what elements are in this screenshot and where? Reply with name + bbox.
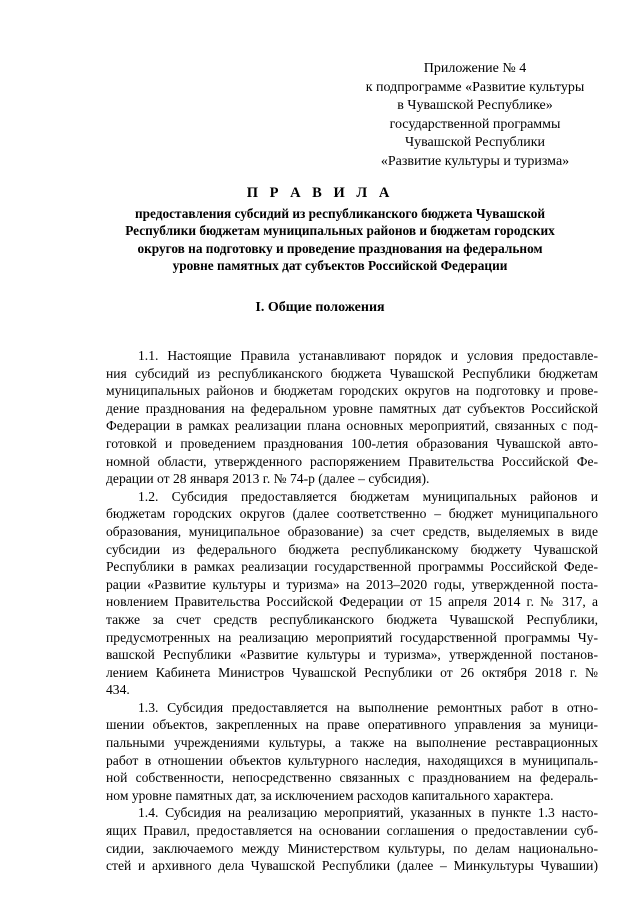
body-line: лением Кабинета Министров Чувашской Республики от 26 октября 2018 г. № bbox=[106, 664, 598, 680]
body-line: 1.1. Настоящие Правила устанавливают порядок и условия предоставле- bbox=[138, 348, 598, 363]
body-line: ящих Правил, предоставляется на основании соглашения о предоставлении суб- bbox=[106, 823, 598, 839]
body-line: шении объектов, закрепленных на праве оперативного управления за муници- bbox=[106, 717, 598, 733]
body-line: пальными учреждениями культуры, а также на выполнение реставрационных bbox=[106, 735, 598, 751]
appendix-line: к подпрограмме «Развитие культуры bbox=[365, 79, 585, 95]
subtitle-line: предоставления субсидий из республиканского бюджета Чувашской bbox=[134, 206, 546, 221]
appendix-line: в Чувашской Республике» bbox=[397, 98, 553, 114]
document-title: П Р А В И Л А bbox=[246, 185, 394, 201]
subtitle-line: уровне памятных дат субъектов Российской Федерации bbox=[172, 257, 508, 273]
appendix-note bbox=[330, 60, 620, 172]
appendix-line: Приложение № 4 bbox=[423, 61, 527, 76]
body-line: 1.3. Субсидия предоставляется на выполнение ремонтных работ в отно- bbox=[138, 699, 598, 715]
appendix-line: государственной программы bbox=[389, 116, 561, 132]
body-line: сидии, заключаемого между Министерством культуры, по делам национально- bbox=[106, 840, 598, 856]
document-subtitle bbox=[110, 205, 570, 274]
body-line: также за счет средств республиканского бюджета Чувашской Республики, bbox=[106, 611, 598, 627]
body-line: образования, муниципальное образование) за счет средств, выделяемых в виде bbox=[106, 523, 598, 539]
body-line: работ в отношении объектов культурного наследия, находящихся в муниципаль- bbox=[106, 752, 598, 768]
body-line: предусмотренных на реализацию мероприятий государственной программы Чу- bbox=[106, 629, 598, 645]
body-line: Федерации в рамках реализации плана основных мероприятий, связанных с под- bbox=[106, 418, 598, 434]
appendix-line: Чувашской Республики bbox=[404, 135, 546, 151]
body-line: рации «Развитие культуры и туризма» на 2013–2020 годы, утвержденной поста- bbox=[106, 576, 598, 592]
body-line: вашской Республики «Развитие культуры и туризма», утвержденной постанов- bbox=[106, 647, 598, 663]
body-line: дение празднования на федеральном уровне памятных дат субъектов Российской bbox=[106, 400, 598, 416]
body-line: ной собственности, непосредственно связанных с празднованием на федераль- bbox=[106, 770, 598, 786]
body-line: Республики в рамках реализации государственной программы Российской Феде- bbox=[106, 559, 598, 575]
body-line: 1.2. Субсидия предоставляется бюджетам муниципальных районов и bbox=[138, 488, 598, 504]
body-line: субсидии из федерального бюджета республиканскому бюджету Чувашской bbox=[106, 541, 598, 557]
body-line: бюджетам городских округов (далее соответственно – бюджет муниципального bbox=[106, 506, 598, 522]
subtitle-line: округов на подготовку и проведение празднования на федеральном bbox=[137, 240, 543, 256]
body-line: новлением Правительства Российской Федерации от 15 апреля 2014 г. № 317, а bbox=[106, 594, 598, 610]
body-line: 434. bbox=[106, 682, 130, 698]
body-text bbox=[106, 347, 598, 875]
body-line: дерации от 28 января 2013 г. № 74-р (далее – субсидия). bbox=[106, 471, 430, 487]
subtitle-line: Республики бюджетам муниципальных районов и бюджетам городских bbox=[125, 223, 555, 239]
body-line: ном уровне памятных дат, за исключением расходов капитального характера. bbox=[106, 787, 554, 803]
body-line: 1.4. Субсидия на реализацию мероприятий, указанных в пункте 1.3 насто- bbox=[138, 805, 598, 821]
body-line: стей и архивного дела Чувашской Республики (далее – Минкультуры Чувашии) bbox=[106, 858, 598, 874]
body-line: муниципальных районов и бюджетам городских округов на подготовку и прове- bbox=[106, 383, 598, 399]
appendix-line: «Развитие культуры и туризма» bbox=[380, 153, 570, 169]
body-line: номной области, утвержденного распоряжением Правительства Российской Фе- bbox=[106, 453, 598, 469]
body-line: ния субсидий из республиканского бюджета Чувашской Республики бюджетам bbox=[106, 365, 598, 381]
body-line: готовкой и проведением празднования 100-летия образования Чувашской авто- bbox=[106, 435, 598, 451]
section-heading: I. Общие положения bbox=[255, 300, 385, 315]
